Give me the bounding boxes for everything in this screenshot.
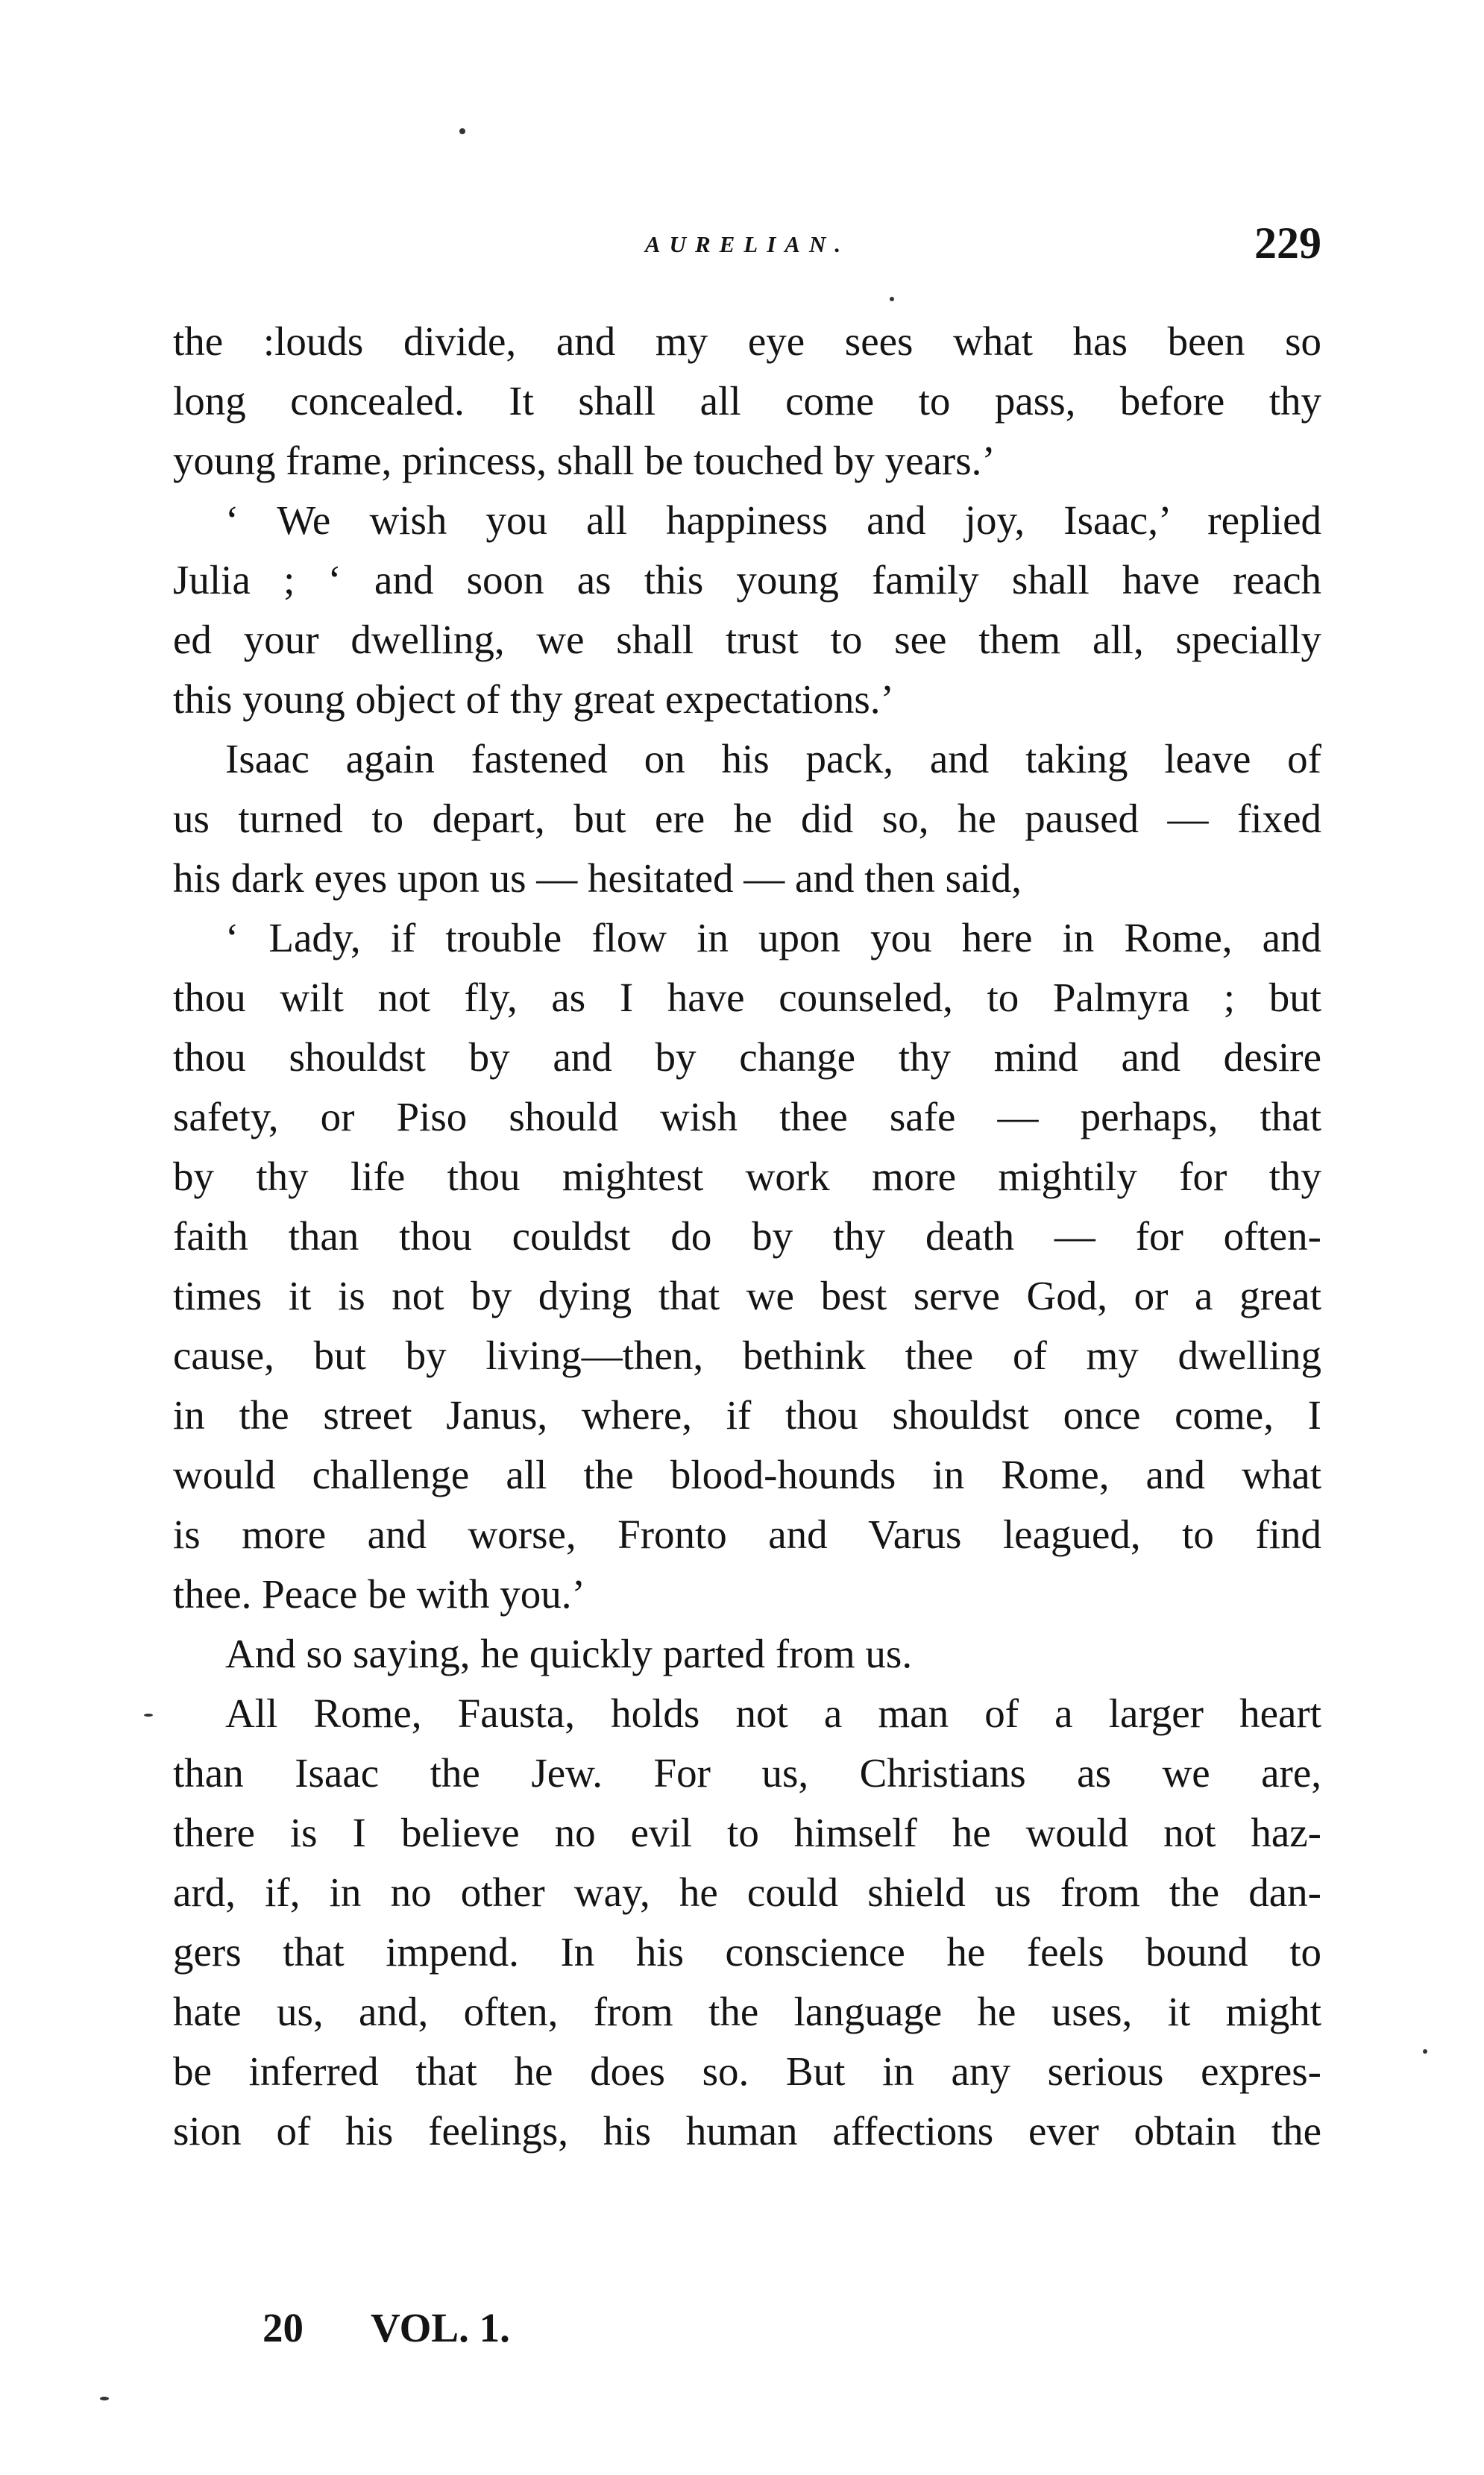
running-head [173, 218, 1321, 277]
text-line: gers that impend. In his conscience he feels bound to [173, 1929, 1321, 1975]
text-line: his dark eyes upon us — hesitated — and then said, [173, 855, 1022, 901]
text-line: would challenge all the blood-hounds in Rome, and what [173, 1452, 1321, 1497]
text-line: Julia ; ‘ and soon as this young family shall have reach [173, 557, 1321, 603]
text-line: Isaac again fastened on his pack, and taking leave of [225, 736, 1321, 782]
text-line: And so saying, he quickly parted from us. [225, 1631, 913, 1676]
text-line: this young object of thy great expectations.’ [173, 676, 894, 722]
text-line: All Rome, Fausta, holds not a man of a larger heart [225, 1691, 1321, 1736]
text-line: safety, or Piso should wish thee safe — perhaps, that [173, 1094, 1321, 1139]
text-line: thee. Peace be with you.’ [173, 1571, 585, 1617]
text-line: times it is not by dying that we best serve God, or a great [173, 1273, 1321, 1318]
text-line: ard, if, in no other way, he could shield us from the dan- [173, 1869, 1321, 1915]
text-line: there is I believe no evil to himself he would not haz- [173, 1810, 1321, 1855]
text-line: be inferred that he does so. But in any serious expres- [173, 2048, 1321, 2094]
text-line: by thy life thou mightest work more mightily for thy [173, 1154, 1321, 1199]
text-line: ‘ We wish you all happiness and joy, Isaac,’ replied [225, 497, 1321, 543]
text-line: than Isaac the Jew. For us, Christians as we are, [173, 1750, 1321, 1796]
text-line: sion of his feelings, his human affections ever obtain the [173, 2108, 1321, 2154]
text-line: ed your dwelling, we shall trust to see them all, specially [173, 617, 1321, 662]
body-text [173, 312, 1321, 2161]
text-line: us turned to depart, but ere he did so, he paused — fixed [173, 796, 1321, 841]
text-line: young frame, princess, shall be touched by years.’ [173, 438, 996, 483]
text-line: thou shouldst by and by change thy mind and desire [173, 1034, 1321, 1080]
ink-speck [1423, 2049, 1427, 2054]
page-number: 229 [1254, 218, 1321, 268]
signature-number: 20 [262, 2305, 304, 2350]
text-line: faith than thou couldst do by thy death — for often- [173, 1213, 1321, 1259]
text-line: in the street Janus, where, if thou shouldst once come, I [173, 1392, 1321, 1438]
text-line: the :louds divide, and my eye sees what has been so [173, 318, 1321, 364]
text-line: hate us, and, often, from the language he uses, it might [173, 1989, 1321, 2034]
ink-speck [890, 297, 894, 301]
volume-label: VOL. 1. [371, 2305, 510, 2350]
text-line: is more and worse, Fronto and Varus leagued, to find [173, 1512, 1321, 1557]
ink-speck [100, 2397, 109, 2400]
text-line: cause, but by living—then, bethink thee of my dwelling [173, 1333, 1321, 1378]
text-line: ‘ Lady, if trouble flow in upon you here in Rome, and [225, 915, 1321, 960]
signature-mark [262, 2298, 510, 2358]
ink-speck [459, 128, 465, 134]
text-line: long concealed. It shall all come to pass, before thy [173, 378, 1321, 424]
ink-speck [144, 1714, 153, 1717]
running-title: AURELIAN. [644, 231, 850, 257]
text-line: thou wilt not fly, as I have counseled, to Palmyra ; but [173, 975, 1321, 1020]
